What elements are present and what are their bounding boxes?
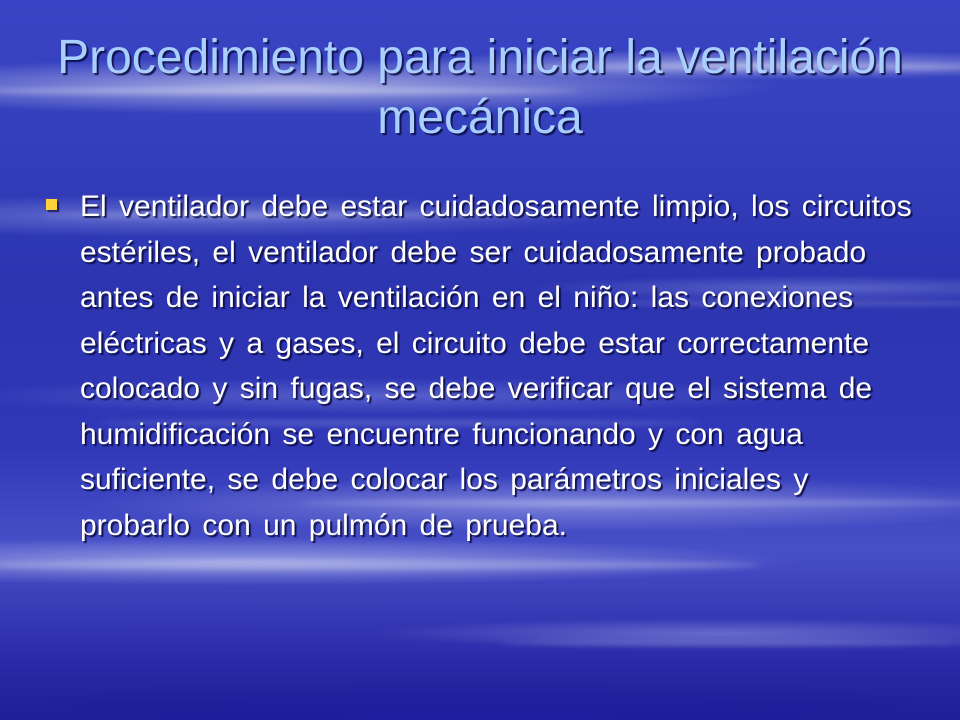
cloud-streak	[500, 640, 960, 646]
bullet-item	[44, 184, 914, 548]
cloud-streak	[0, 560, 760, 570]
square-bullet-icon	[46, 199, 57, 210]
bullet-text: El ventilador debe estar cuidadosamente limpio, los circuitos estériles, el ventilador debe ser cuidadosamente probado antes de iniciar la ventilación en el niño: las conexiones eléctricas y a gases, el circuito debe estar correctamente colocado y sin fugas, se debe verificar que el sistema de humidificación se encuentre funcionando y con agua suficiente, se debe colocar los parámetros iniciales y probarlo con un pulmón de prueba.	[80, 190, 912, 542]
slide-title: Procedimiento para iniciar la ventilación mecánica	[57, 31, 903, 144]
bullet-list	[44, 184, 914, 548]
